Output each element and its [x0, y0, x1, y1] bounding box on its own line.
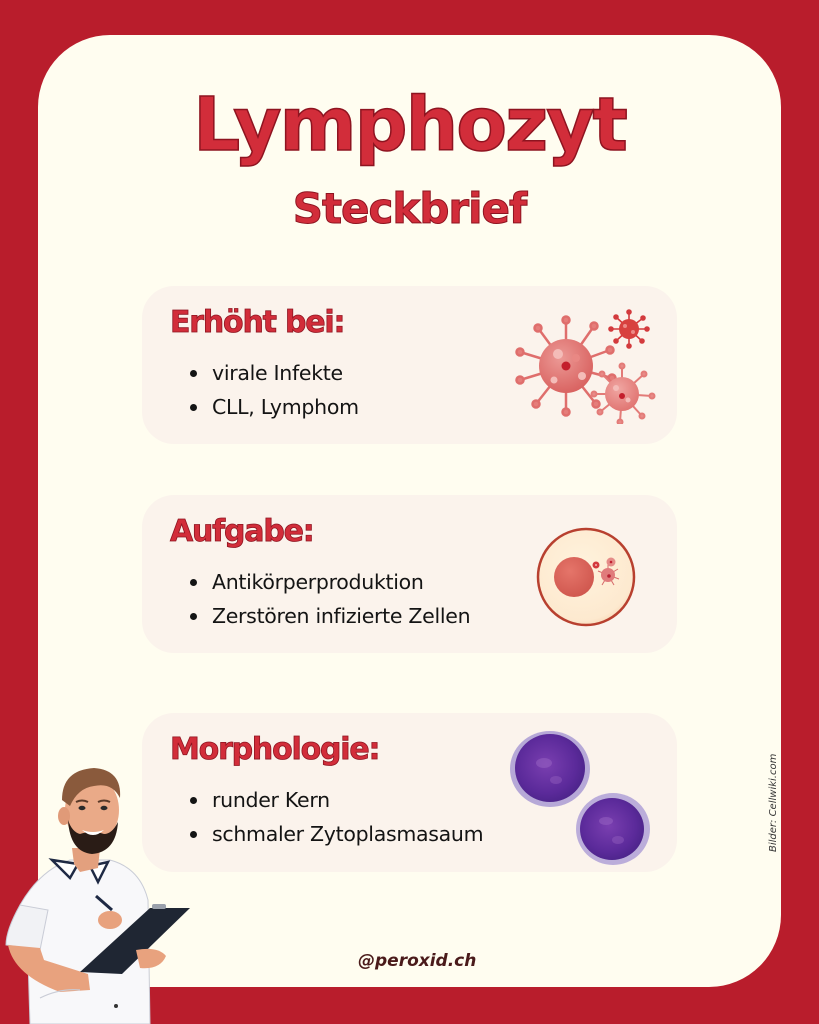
list-item-text: Zerstören infizierte Zellen — [212, 604, 471, 628]
list-item — [190, 390, 359, 424]
lymphocyte-micrograph — [506, 725, 656, 875]
bullet-icon — [190, 613, 197, 620]
list-item-text: Antikörperproduktion — [212, 570, 424, 594]
doctor-illustration — [0, 760, 200, 1024]
bullet-icon — [190, 579, 197, 586]
bullet-icon — [190, 370, 197, 377]
social-handle: @peroxid.ch — [358, 951, 477, 971]
bullet-list — [190, 356, 359, 424]
list-item — [190, 599, 470, 633]
card-morphologie — [142, 713, 677, 872]
page-subtitle: Steckbrief — [292, 184, 527, 233]
card-heading: Morphologie: — [170, 732, 380, 767]
image-credit: Bilder: Cellwiki.com — [768, 753, 779, 852]
card-heading: Aufgabe: — [170, 514, 314, 549]
card-aufgabe — [142, 495, 677, 653]
card-heading: Erhöht bei: — [170, 305, 345, 340]
virus-cluster-icon — [514, 304, 664, 424]
page-title: Lymphozyt — [193, 82, 626, 168]
list-item-text: runder Kern — [212, 788, 330, 812]
list-item — [190, 783, 483, 817]
bullet-list — [190, 565, 470, 633]
list-item-text: CLL, Lymphom — [212, 395, 359, 419]
list-item — [190, 817, 483, 851]
list-item-text: schmaler Zytoplasmasaum — [212, 822, 484, 846]
list-item — [190, 565, 470, 599]
bullet-icon — [190, 404, 197, 411]
list-item-text: virale Infekte — [212, 361, 343, 385]
cell-with-viruses-icon — [534, 525, 638, 629]
card-erhoeht-bei — [142, 286, 677, 444]
bullet-list — [190, 783, 483, 851]
list-item — [190, 356, 359, 390]
